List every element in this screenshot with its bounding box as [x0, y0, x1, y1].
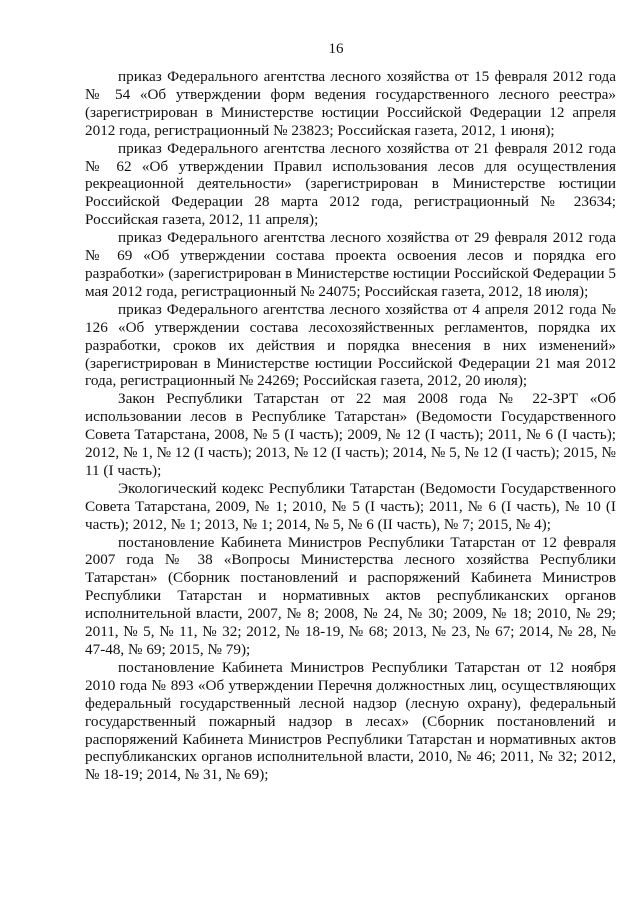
- paragraph-order-69: приказ Федерального агентства лесного хозяйства от 29 февраля 2012 года № 69 «Об утверждении состава проекта освоения лесов и порядка его разработки» (зарегистрирован в Министерстве юстиции Российской Федерации 5 мая 2012 года, регистрационный № 24075; Российская газета, 2012, 18 июля);: [85, 229, 616, 300]
- paragraph-resolution-893: постановление Кабинета Министров Республики Татарстан от 12 ноября 2010 года № 893 «Об утверждении Перечня должностных лиц, осуществляющих федеральный государственный лесной надзор (лесную охрану), федеральный государственный пожарный надзор в лесах» (Сборник постановлений и распоряжений Кабинета Министров Республики Татарстан и нормативных актов республиканских органов исполнительной власти, 2010, № 46; 2011, № 32; 2012, № 18-19; 2014, № 31, № 69);: [85, 658, 616, 784]
- paragraph-resolution-38: постановление Кабинета Министров Республики Татарстан от 12 февраля 2007 года № 38 «Вопросы Министерства лесного хозяйства Республики Татарстан» (Сборник постановлений и распоряжений Кабинета Министров Республики Татарстан и нормативных актов республиканских органов исполнительной власти, 2007, № 8; 2008, № 24, № 30; 2009, № 18; 2010, № 29; 2011, № 5, № 11, № 32; 2012, № 18-19, № 68; 2013, № 23, № 67; 2014, № 28, № 47-48, № 69; 2015, № 79);: [85, 533, 616, 658]
- paragraph-order-54: приказ Федерального агентства лесного хозяйства от 15 февраля 2012 года № 54 «Об утверждении форм ведения государственного лесного реестра» (зарегистрирован в Министерстве юстиции Российской Федерации 12 апреля 2012 года, регистрационный № 23823; Российская газета, 2012, 1 июня);: [85, 68, 616, 139]
- paragraph-order-126: приказ Федерального агентства лесного хозяйства от 4 апреля 2012 года № 126 «Об утверждении состава лесохозяйственных регламентов, порядка их разработки, сроков их действия и порядка внесения в них изменений» (зарегистрирован в Министерстве юстиции Российской Федерации 21 мая 2012 года, регистрационный № 24269; Российская газета, 2012, 20 июля);: [85, 300, 616, 390]
- paragraph-order-62: приказ Федерального агентства лесного хозяйства от 21 февраля 2012 года № 62 «Об утверждении Правил использования лесов для осуществления рекреационной деятельности» (зарегистрирован в Министерстве юстиции Российской Федерации 28 марта 2012 года, регистрационный № 23634; Российская газета, 2012, 11 апреля);: [85, 139, 616, 229]
- page-number: 16: [328, 41, 344, 57]
- paragraph-ecological-code: Экологический кодекс Республики Татарстан (Ведомости Государственного Совета Татарстана, 2009, № 1; 2010, № 5 (I часть); 2011, № 6 (I часть), № 10 (I часть); 2012, № 1; 2013, № 1; 2014, № 5, № 6 (II часть), № 7; 2015, № 4);: [85, 479, 616, 533]
- paragraph-law-22-zrt: Закон Республики Татарстан от 22 мая 2008 года № 22-ЗРТ «Об использовании лесов в Республике Татарстан» (Ведомости Государственного Совета Татарстана, 2008, № 5 (I часть); 2009, № 12 (I часть); 2011, № 6 (I часть); 2012, № 1, № 12 (I часть); 2013, № 12 (I часть); 2014, № 5, № 12 (I часть); 2015, № 11 (I часть);: [85, 390, 616, 479]
- document-body: [85, 68, 616, 784]
